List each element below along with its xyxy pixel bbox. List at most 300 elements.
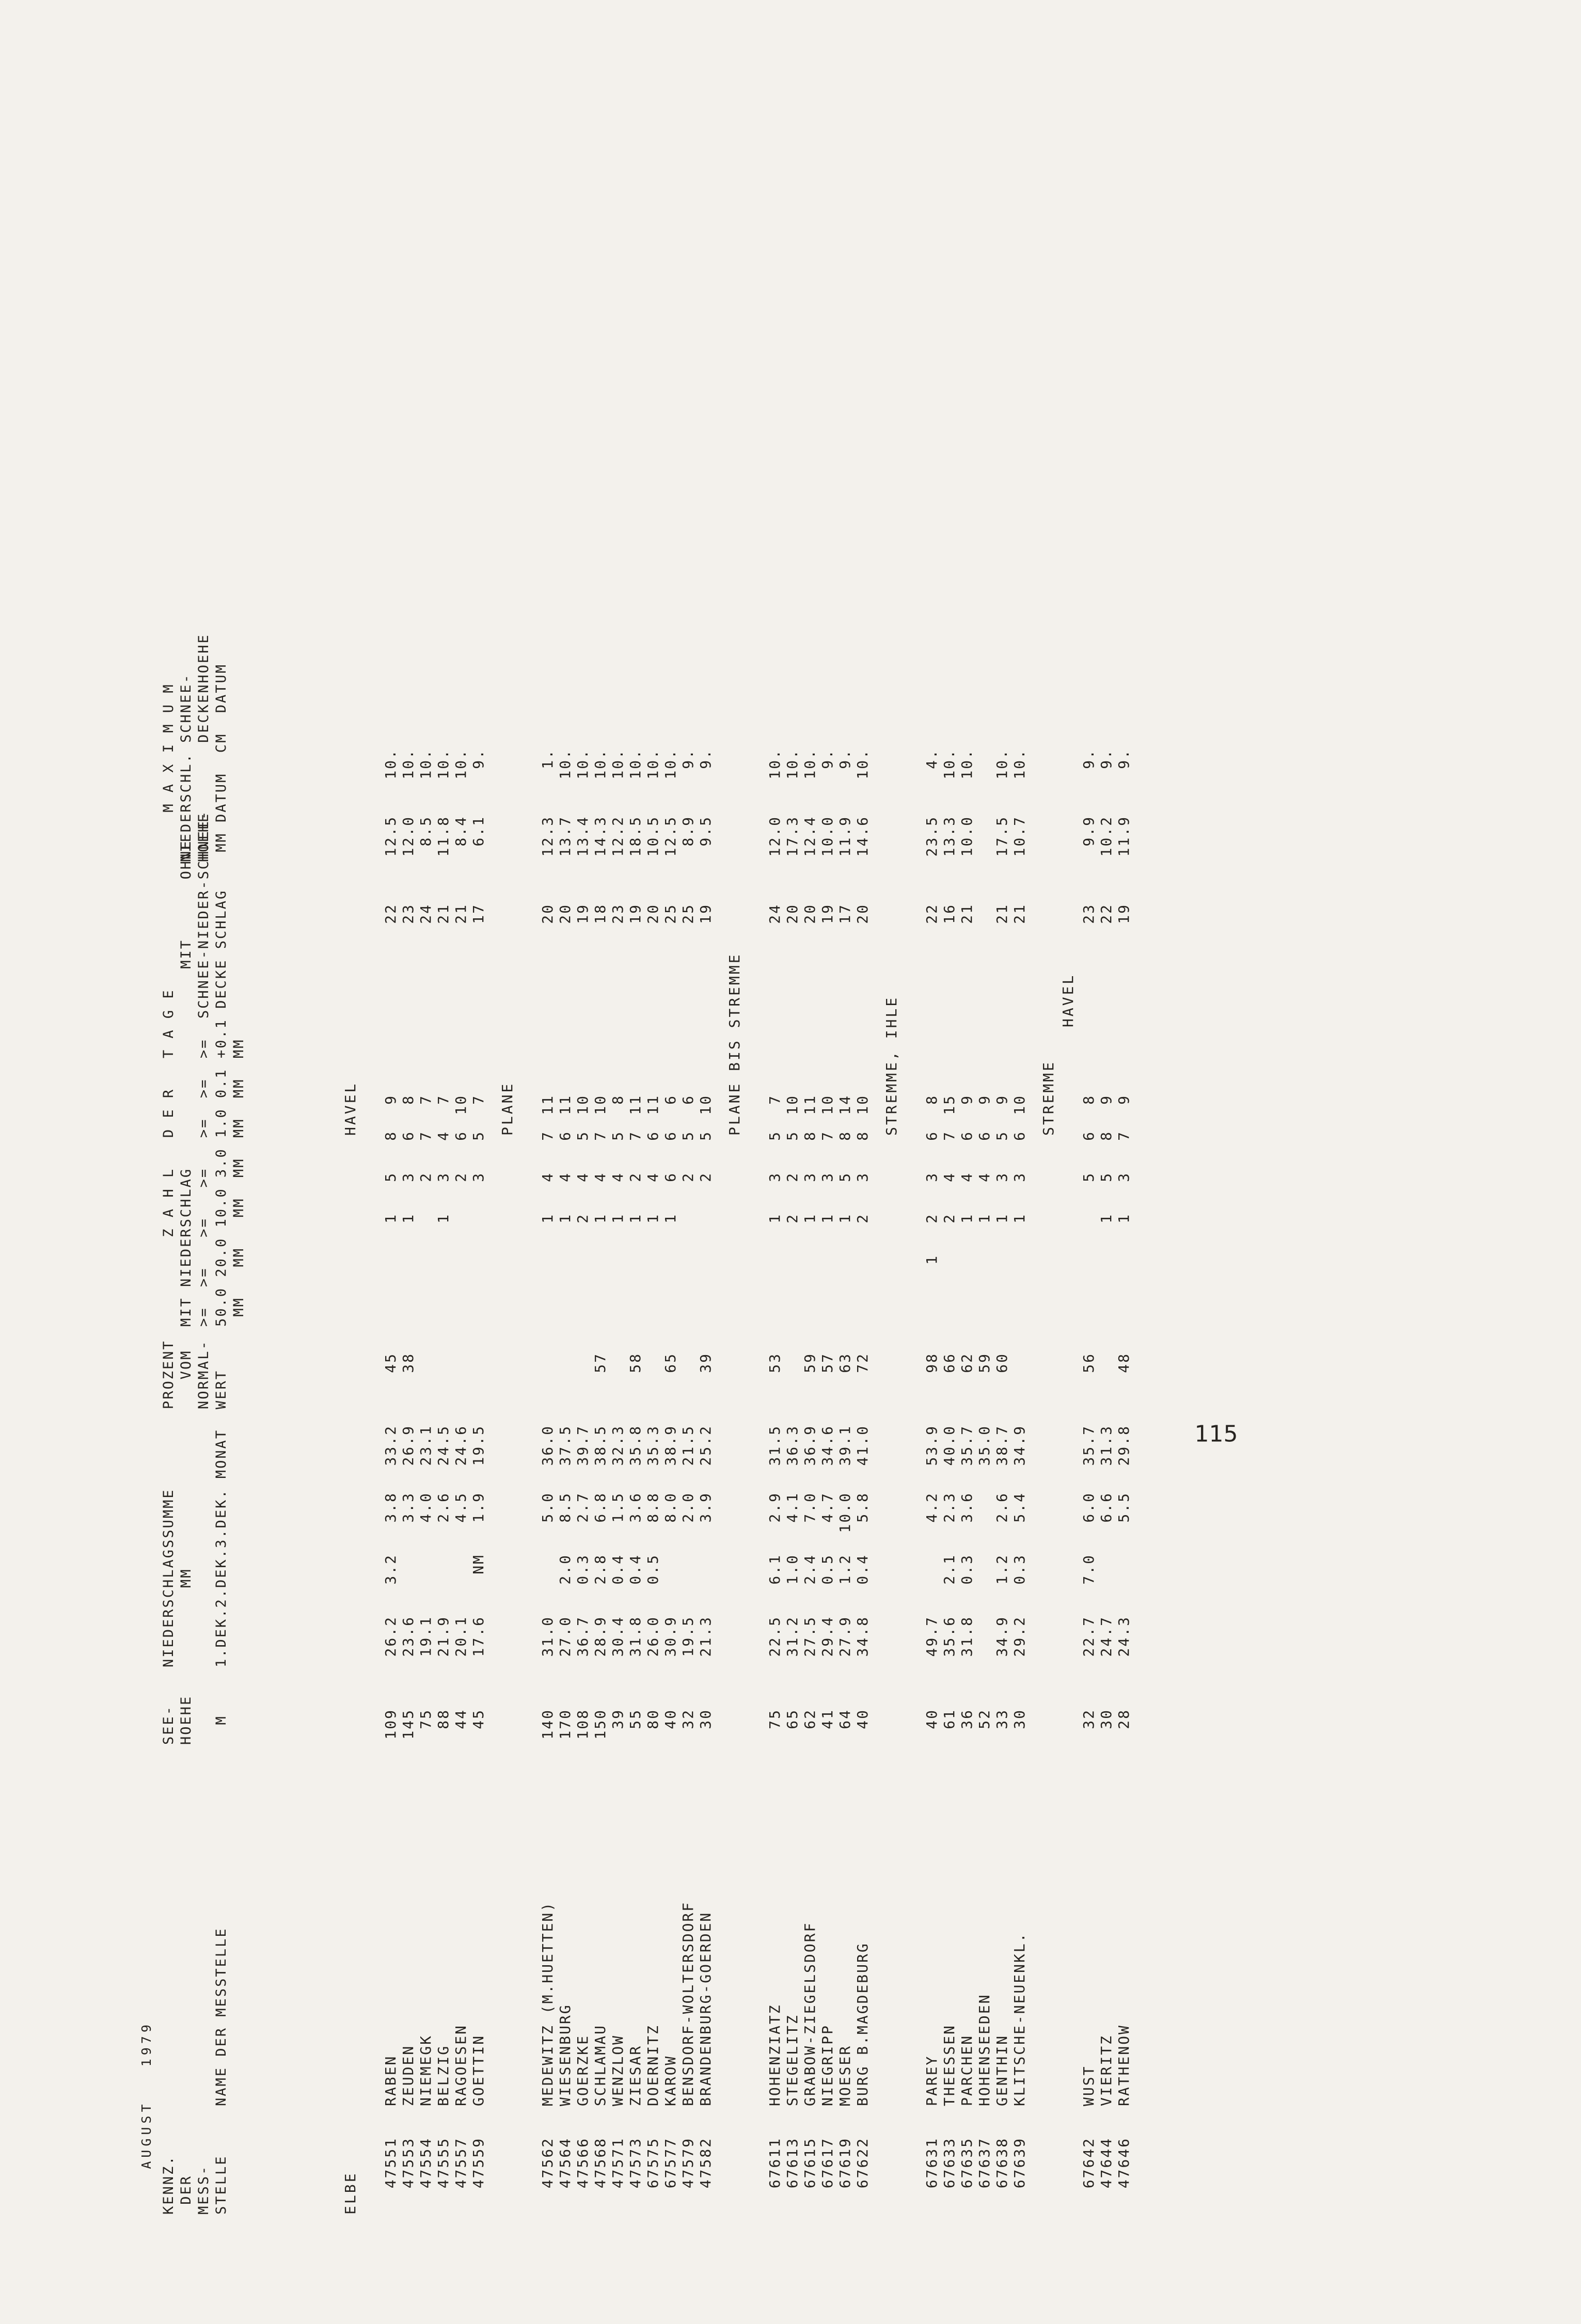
section-label: ELBE (342, 2171, 359, 2215)
hoehe-cell: 80 (644, 1709, 661, 1729)
max-datum-cell: 9. (1080, 749, 1097, 769)
tage-3mm-cell: 3 (1115, 1172, 1132, 1182)
header-seehoehe: SEE- HOEHE M (161, 1695, 229, 1745)
dek2-cell: 1.0 (784, 1554, 801, 1585)
monat-cell: 24.5 (435, 1425, 452, 1466)
tage-10mm-cell: 2 (923, 1213, 940, 1223)
hoehe-cell: 61 (941, 1709, 958, 1729)
tage-10mm-cell: 1 (627, 1213, 644, 1223)
tage-01mm-cell: 8 (400, 1094, 417, 1105)
dek3-cell: 6.6 (1098, 1492, 1115, 1523)
max-datum-cell: 10. (854, 749, 871, 779)
max-niederschlag-cell: 11.9 (836, 816, 853, 857)
kennz-cell: 47559 (470, 2137, 487, 2189)
dek1-cell: 30.9 (662, 1616, 679, 1657)
station-name-cell: BELZIG (435, 2044, 452, 2106)
dek2-cell: 7.0 (1080, 1554, 1097, 1585)
dek1-cell: 29.2 (1011, 1616, 1028, 1657)
dek2-cell: 3.2 (382, 1554, 399, 1585)
hoehe-cell: 40 (923, 1709, 940, 1729)
max-datum-cell: 10. (993, 749, 1010, 779)
kennz-cell: 47646 (1115, 2137, 1132, 2189)
tage-01mm-cell: 10 (784, 1094, 801, 1115)
tage-01mm-cell: 7 (470, 1094, 487, 1105)
tage-1mm-cell: 6 (958, 1131, 975, 1141)
kennz-cell: 67633 (941, 2137, 958, 2189)
tage-3mm-cell: 3 (435, 1172, 452, 1182)
monat-cell: 34.9 (1011, 1425, 1028, 1466)
dek3-cell: 4.7 (819, 1492, 836, 1523)
kennz-cell: 67617 (819, 2137, 836, 2189)
tage-1mm-cell: 4 (435, 1131, 452, 1141)
tage-3mm-cell: 4 (574, 1172, 591, 1182)
station-name-cell: KLITSCHE-NEUENKL. (1011, 1932, 1028, 2106)
dek3-cell: 8.0 (662, 1492, 679, 1523)
prozent-cell: 62 (958, 1352, 975, 1373)
max-niederschlag-cell: 12.5 (382, 816, 399, 857)
tage-01mm-cell: 14 (836, 1094, 853, 1115)
kennz-cell: 67638 (993, 2137, 1010, 2189)
tage-10mm-cell: 1 (993, 1213, 1010, 1223)
tage-1mm-cell: 5 (766, 1131, 783, 1141)
river-section-label: PLANE BIS STREMME (726, 952, 743, 1136)
dek3-cell: 5.0 (539, 1492, 556, 1523)
rotated-table-page (124, 46, 1518, 2215)
dek2-cell: 2.1 (941, 1554, 958, 1585)
station-name-cell: ZIESAR (627, 2044, 644, 2106)
max-datum-cell: 10. (784, 749, 801, 779)
tage-10mm-cell: 1 (644, 1213, 661, 1223)
dek1-cell: 21.9 (435, 1616, 452, 1657)
tage-1mm-cell: 5 (470, 1131, 487, 1141)
dek3-cell: 3.8 (382, 1492, 399, 1523)
max-datum-cell: 9. (1115, 749, 1132, 769)
tage-1mm-cell: 6 (400, 1131, 417, 1141)
header-prozent: PROZENT VOM NORMAL- WERT (161, 1340, 229, 1409)
header-month: AUGUST (139, 2100, 154, 2169)
river-section-label: STREMME (1040, 1060, 1057, 1136)
tage-1mm-cell: 7 (819, 1131, 836, 1141)
hoehe-cell: 30 (1011, 1709, 1028, 1729)
monat-cell: 40.0 (941, 1425, 958, 1466)
hoehe-cell: 88 (435, 1709, 452, 1729)
ohne-niederschlag-cell: 21 (435, 903, 452, 924)
max-datum-cell: 9. (679, 749, 697, 769)
monat-cell: 35.0 (976, 1425, 993, 1466)
dek3-cell: 5.4 (1011, 1492, 1028, 1523)
dek3-cell: 5.8 (854, 1492, 871, 1523)
max-niederschlag-cell: 12.0 (400, 816, 417, 857)
kennz-cell: 47564 (557, 2137, 574, 2189)
tage-10mm-cell: 2 (784, 1213, 801, 1223)
dek2-cell: NM (470, 1554, 487, 1574)
max-niederschlag-cell: 9.9 (1080, 816, 1097, 847)
hoehe-cell: 30 (697, 1709, 714, 1729)
max-niederschlag-cell: 8.5 (417, 816, 434, 847)
tage-1mm-cell: 7 (941, 1131, 958, 1141)
station-name-cell: ZEUDEN (400, 2044, 417, 2106)
tage-3mm-cell: 3 (470, 1172, 487, 1182)
tage-3mm-cell: 3 (993, 1172, 1010, 1182)
dek1-cell: 19.1 (417, 1616, 434, 1657)
station-name-cell: SCHLAMAU (592, 2024, 609, 2106)
header-kennz: KENNZ. DER MESS- STELLE (161, 2155, 229, 2215)
hoehe-cell: 75 (417, 1709, 434, 1729)
ohne-niederschlag-cell: 19 (697, 903, 714, 924)
max-niederschlag-cell: 12.4 (801, 816, 818, 857)
kennz-cell: 47554 (417, 2137, 434, 2189)
station-name-cell: RATHENOW (1115, 2024, 1132, 2106)
dek1-cell: 27.5 (801, 1616, 818, 1657)
max-datum-cell: 10. (1011, 749, 1028, 779)
dek1-cell: 27.9 (836, 1616, 853, 1657)
hoehe-cell: 140 (539, 1709, 556, 1740)
tage-3mm-cell: 2 (784, 1172, 801, 1182)
max-datum-cell: 10. (644, 749, 661, 779)
tage-1mm-cell: 8 (836, 1131, 853, 1141)
kennz-cell: 67635 (958, 2137, 975, 2189)
max-niederschlag-cell: 11.9 (1115, 816, 1132, 857)
ohne-niederschlag-cell: 19 (1115, 903, 1132, 924)
tage-10mm-cell: 1 (662, 1213, 679, 1223)
river-section-label: HAVEL (342, 1081, 359, 1136)
monat-cell: 39.1 (836, 1425, 853, 1466)
station-name-cell: GOERZKE (574, 2034, 591, 2106)
tage-01mm-cell: 9 (976, 1094, 993, 1105)
station-name-cell: BRANDENBURG-GOERDEN (697, 1911, 714, 2106)
kennz-cell: 47568 (592, 2137, 609, 2189)
tage-1mm-cell: 7 (539, 1131, 556, 1141)
tage-01mm-cell: 6 (662, 1094, 679, 1105)
hoehe-cell: 45 (470, 1709, 487, 1729)
station-name-cell: WUST (1080, 2065, 1097, 2106)
tage-01mm-cell: 10 (819, 1094, 836, 1115)
tage-3mm-cell: 6 (662, 1172, 679, 1182)
dek3-cell: 2.3 (941, 1492, 958, 1523)
station-name-cell: GENTHIN (993, 2034, 1010, 2106)
dek2-cell: 6.1 (766, 1554, 783, 1585)
prozent-cell: 56 (1080, 1352, 1097, 1373)
monat-cell: 31.3 (1098, 1425, 1115, 1466)
tage-1mm-cell: 6 (923, 1131, 940, 1141)
dek3-cell: 6.8 (592, 1492, 609, 1523)
ohne-niederschlag-cell: 22 (382, 903, 399, 924)
tage-10mm-cell: 1 (382, 1213, 399, 1223)
ohne-niederschlag-cell: 19 (627, 903, 644, 924)
tage-1mm-cell: 6 (976, 1131, 993, 1141)
hoehe-cell: 32 (1080, 1709, 1097, 1729)
hoehe-cell: 40 (854, 1709, 871, 1729)
dek1-cell: 21.3 (697, 1616, 714, 1657)
kennz-cell: 47562 (539, 2137, 556, 2189)
tage-01mm-cell: 7 (435, 1094, 452, 1105)
max-niederschlag-cell: 13.3 (941, 816, 958, 857)
tage-3mm-cell: 2 (697, 1172, 714, 1182)
tage-01mm-cell: 10 (697, 1094, 714, 1115)
monat-cell: 38.7 (993, 1425, 1010, 1466)
station-name-cell: HOHENZIATZ (766, 2003, 783, 2106)
dek3-cell: 5.5 (1115, 1492, 1132, 1523)
header-year: 1979 (139, 2021, 154, 2067)
ohne-niederschlag-cell: 21 (1011, 903, 1028, 924)
monat-cell: 36.9 (801, 1425, 818, 1466)
dek1-cell: 19.5 (679, 1616, 697, 1657)
tage-1mm-cell: 7 (627, 1131, 644, 1141)
station-name-cell: NIEGRIPP (819, 2024, 836, 2106)
tage-01mm-cell: 11 (539, 1094, 556, 1115)
tage-01mm-cell: 10 (452, 1094, 469, 1115)
monat-cell: 19.5 (470, 1425, 487, 1466)
tage-10mm-cell: 1 (836, 1213, 853, 1223)
prozent-cell: 72 (854, 1352, 871, 1373)
tage-3mm-cell: 5 (836, 1172, 853, 1182)
tage-01mm-cell: 9 (958, 1094, 975, 1105)
tage-3mm-cell: 4 (539, 1172, 556, 1182)
monat-cell: 38.5 (592, 1425, 609, 1466)
dek3-cell: 8.8 (644, 1492, 661, 1523)
ohne-niederschlag-cell: 19 (819, 903, 836, 924)
tage-1mm-cell: 6 (662, 1131, 679, 1141)
tage-3mm-cell: 3 (400, 1172, 417, 1182)
dek3-cell: 2.9 (766, 1492, 783, 1523)
kennz-cell: 67639 (1011, 2137, 1028, 2189)
max-datum-cell: 10. (557, 749, 574, 779)
prozent-cell: 60 (993, 1352, 1010, 1373)
tage-3mm-cell: 5 (382, 1172, 399, 1182)
tage-01mm-cell: 11 (644, 1094, 661, 1115)
tage-10mm-cell: 1 (801, 1213, 818, 1223)
hoehe-cell: 62 (801, 1709, 818, 1729)
tage-10mm-cell: 1 (1011, 1213, 1028, 1223)
dek2-cell: 0.5 (819, 1554, 836, 1585)
prozent-cell: 98 (923, 1352, 940, 1373)
station-name-cell: MEDEWITZ (M.HUETTEN) (539, 1901, 556, 2106)
ohne-niederschlag-cell: 20 (784, 903, 801, 924)
station-name-cell: RAGOESEN (452, 2024, 469, 2106)
tage-10mm-cell: 1 (958, 1213, 975, 1223)
max-niederschlag-cell: 12.3 (539, 816, 556, 857)
kennz-cell: 47573 (627, 2137, 644, 2189)
kennz-cell: 67613 (784, 2137, 801, 2189)
tage-3mm-cell: 3 (801, 1172, 818, 1182)
ohne-niederschlag-cell: 24 (417, 903, 434, 924)
max-datum-cell: 9. (836, 749, 853, 769)
dek1-cell: 26.2 (382, 1616, 399, 1657)
tage-01mm-cell: 11 (801, 1094, 818, 1115)
kennz-cell: 47557 (452, 2137, 469, 2189)
kennz-cell: 67615 (801, 2137, 818, 2189)
tage-20mm-cell: 1 (923, 1254, 940, 1265)
tage-01mm-cell: 15 (941, 1094, 958, 1115)
dek1-cell: 27.0 (557, 1616, 574, 1657)
tage-1mm-cell: 5 (609, 1131, 626, 1141)
tage-01mm-cell: 8 (923, 1094, 940, 1105)
dek3-cell: 3.6 (627, 1492, 644, 1523)
tage-1mm-cell: 6 (452, 1131, 469, 1141)
monat-cell: 36.0 (539, 1425, 556, 1466)
station-name-cell: WENZLOW (609, 2034, 626, 2106)
dek1-cell: 30.4 (609, 1616, 626, 1657)
tage-3mm-cell: 4 (609, 1172, 626, 1182)
ohne-niederschlag-cell: 20 (644, 903, 661, 924)
hoehe-cell: 150 (592, 1709, 609, 1740)
tage-01mm-cell: 9 (1115, 1094, 1132, 1105)
tage-10mm-cell: 1 (766, 1213, 783, 1223)
tage-3mm-cell: 4 (941, 1172, 958, 1182)
monat-cell: 35.7 (1080, 1425, 1097, 1466)
tage-10mm-cell: 2 (854, 1213, 871, 1223)
max-datum-cell: 10. (801, 749, 818, 779)
dek1-cell: 29.4 (819, 1616, 836, 1657)
kennz-cell: 47566 (574, 2137, 591, 2189)
ohne-niederschlag-cell: 17 (836, 903, 853, 924)
max-datum-cell: 4. (923, 749, 940, 769)
prozent-cell: 59 (976, 1352, 993, 1373)
tage-3mm-cell: 3 (819, 1172, 836, 1182)
tage-10mm-cell: 1 (819, 1213, 836, 1223)
max-niederschlag-cell: 23.5 (923, 816, 940, 857)
dek1-cell: 24.3 (1115, 1616, 1132, 1657)
dek2-cell: 0.4 (627, 1554, 644, 1585)
header-niederschlagssumme: NIEDERSCHLAGSSUMME MM 1.DEK.2.DEK.3.DEK. MONAT (161, 1428, 229, 1667)
header-name: NAME DER MESSTELLE (213, 1927, 229, 2106)
tage-10mm-cell: 2 (574, 1213, 591, 1223)
tage-3mm-cell: 3 (1011, 1172, 1028, 1182)
dek3-cell: 6.0 (1080, 1492, 1097, 1523)
monat-cell: 38.9 (662, 1425, 679, 1466)
max-datum-cell: 9. (470, 749, 487, 769)
monat-cell: 35.8 (627, 1425, 644, 1466)
tage-3mm-cell: 5 (1080, 1172, 1097, 1182)
tage-3mm-cell: 4 (557, 1172, 574, 1182)
tage-1mm-cell: 5 (574, 1131, 591, 1141)
monat-cell: 39.7 (574, 1425, 591, 1466)
max-niederschlag-cell: 14.6 (854, 816, 871, 857)
ohne-niederschlag-cell: 24 (766, 903, 783, 924)
tage-1mm-cell: 8 (382, 1131, 399, 1141)
prozent-cell: 57 (819, 1352, 836, 1373)
station-name-cell: RABEN (382, 2055, 399, 2106)
tage-3mm-cell: 4 (958, 1172, 975, 1182)
dek1-cell: 26.0 (644, 1616, 661, 1657)
hoehe-cell: 33 (993, 1709, 1010, 1729)
tage-3mm-cell: 2 (452, 1172, 469, 1182)
max-niederschlag-cell: 17.3 (784, 816, 801, 857)
hoehe-cell: 44 (452, 1709, 469, 1729)
dek1-cell: 22.7 (1080, 1616, 1097, 1657)
dek3-cell: 10.0 (836, 1492, 853, 1533)
hoehe-cell: 52 (976, 1709, 993, 1729)
max-niederschlag-cell: 12.0 (766, 816, 783, 857)
max-datum-cell: 10. (452, 749, 469, 779)
tage-1mm-cell: 5 (784, 1131, 801, 1141)
monat-cell: 29.8 (1115, 1425, 1132, 1466)
dek1-cell: 28.9 (592, 1616, 609, 1657)
prozent-cell: 57 (592, 1352, 609, 1373)
station-name-cell: PAREY (923, 2055, 940, 2106)
kennz-cell: 67619 (836, 2137, 853, 2189)
tage-01mm-cell: 9 (1098, 1094, 1115, 1105)
hoehe-cell: 32 (679, 1709, 697, 1729)
dek3-cell: 4.0 (417, 1492, 434, 1523)
monat-cell: 21.5 (679, 1425, 697, 1466)
hoehe-cell: 40 (662, 1709, 679, 1729)
tage-10mm-cell: 1 (1098, 1213, 1115, 1223)
prozent-cell: 65 (662, 1352, 679, 1373)
tage-10mm-cell: 1 (539, 1213, 556, 1223)
tage-01mm-cell: 7 (417, 1094, 434, 1105)
ohne-niederschlag-cell: 23 (609, 903, 626, 924)
monat-cell: 25.2 (697, 1425, 714, 1466)
max-datum-cell: 10. (958, 749, 975, 779)
tage-3mm-cell: 2 (679, 1172, 697, 1182)
hoehe-cell: 65 (784, 1709, 801, 1729)
kennz-cell: 67611 (766, 2137, 783, 2189)
hoehe-cell: 145 (400, 1709, 417, 1740)
tage-01mm-cell: 10 (854, 1094, 871, 1115)
monat-cell: 32.3 (609, 1425, 626, 1466)
kennz-cell: 67575 (644, 2137, 661, 2189)
max-niederschlag-cell: 9.5 (697, 816, 714, 847)
max-niederschlag-cell: 13.4 (574, 816, 591, 857)
monat-cell: 37.5 (557, 1425, 574, 1466)
monat-cell: 23.1 (417, 1425, 434, 1466)
max-niederschlag-cell: 6.1 (470, 816, 487, 847)
max-datum-cell: 10. (627, 749, 644, 779)
max-datum-cell: 10. (382, 749, 399, 779)
station-name-cell: BENSDORF-WOLTERSDORF (679, 1901, 697, 2106)
station-name-cell: GOETTIN (470, 2034, 487, 2106)
max-niederschlag-cell: 18.5 (627, 816, 644, 857)
tage-3mm-cell: 4 (592, 1172, 609, 1182)
tage-01mm-cell: 10 (1011, 1094, 1028, 1115)
dek1-cell: 35.6 (941, 1616, 958, 1657)
dek3-cell: 4.1 (784, 1492, 801, 1523)
page-number: 115 (1194, 1421, 1238, 1447)
hoehe-cell: 64 (836, 1709, 853, 1729)
dek1-cell: 24.7 (1098, 1616, 1115, 1657)
station-name-cell: GRABOW-ZIEGELSDORF (801, 1921, 818, 2106)
dek3-cell: 4.2 (923, 1492, 940, 1523)
dek3-cell: 1.5 (609, 1492, 626, 1523)
dek1-cell: 36.7 (574, 1616, 591, 1657)
ohne-niederschlag-cell: 25 (679, 903, 697, 924)
dek1-cell: 31.0 (539, 1616, 556, 1657)
max-niederschlag-cell: 11.8 (435, 816, 452, 857)
ohne-niederschlag-cell: 17 (470, 903, 487, 924)
dek1-cell: 31.8 (627, 1616, 644, 1657)
dek2-cell: 0.4 (609, 1554, 626, 1585)
hoehe-cell: 170 (557, 1709, 574, 1740)
dek2-cell: 0.3 (1011, 1554, 1028, 1585)
kennz-cell: 47582 (697, 2137, 714, 2189)
max-niederschlag-cell: 12.2 (609, 816, 626, 857)
station-name-cell: BURG B.MAGDEBURG (854, 1942, 871, 2106)
max-datum-cell: 10. (592, 749, 609, 779)
max-niederschlag-cell: 17.5 (993, 816, 1010, 857)
monat-cell: 34.6 (819, 1425, 836, 1466)
ohne-niederschlag-cell: 22 (1098, 903, 1115, 924)
ohne-niederschlag-cell: 20 (801, 903, 818, 924)
tage-01mm-cell: 10 (574, 1094, 591, 1115)
kennz-cell: 67642 (1080, 2137, 1097, 2189)
dek3-cell: 3.6 (958, 1492, 975, 1523)
kennz-cell: 47553 (400, 2137, 417, 2189)
tage-10mm-cell: 1 (1115, 1213, 1132, 1223)
dek3-cell: 1.9 (470, 1492, 487, 1523)
dek1-cell: 49.7 (923, 1616, 940, 1657)
max-datum-cell: 1. (539, 749, 556, 769)
